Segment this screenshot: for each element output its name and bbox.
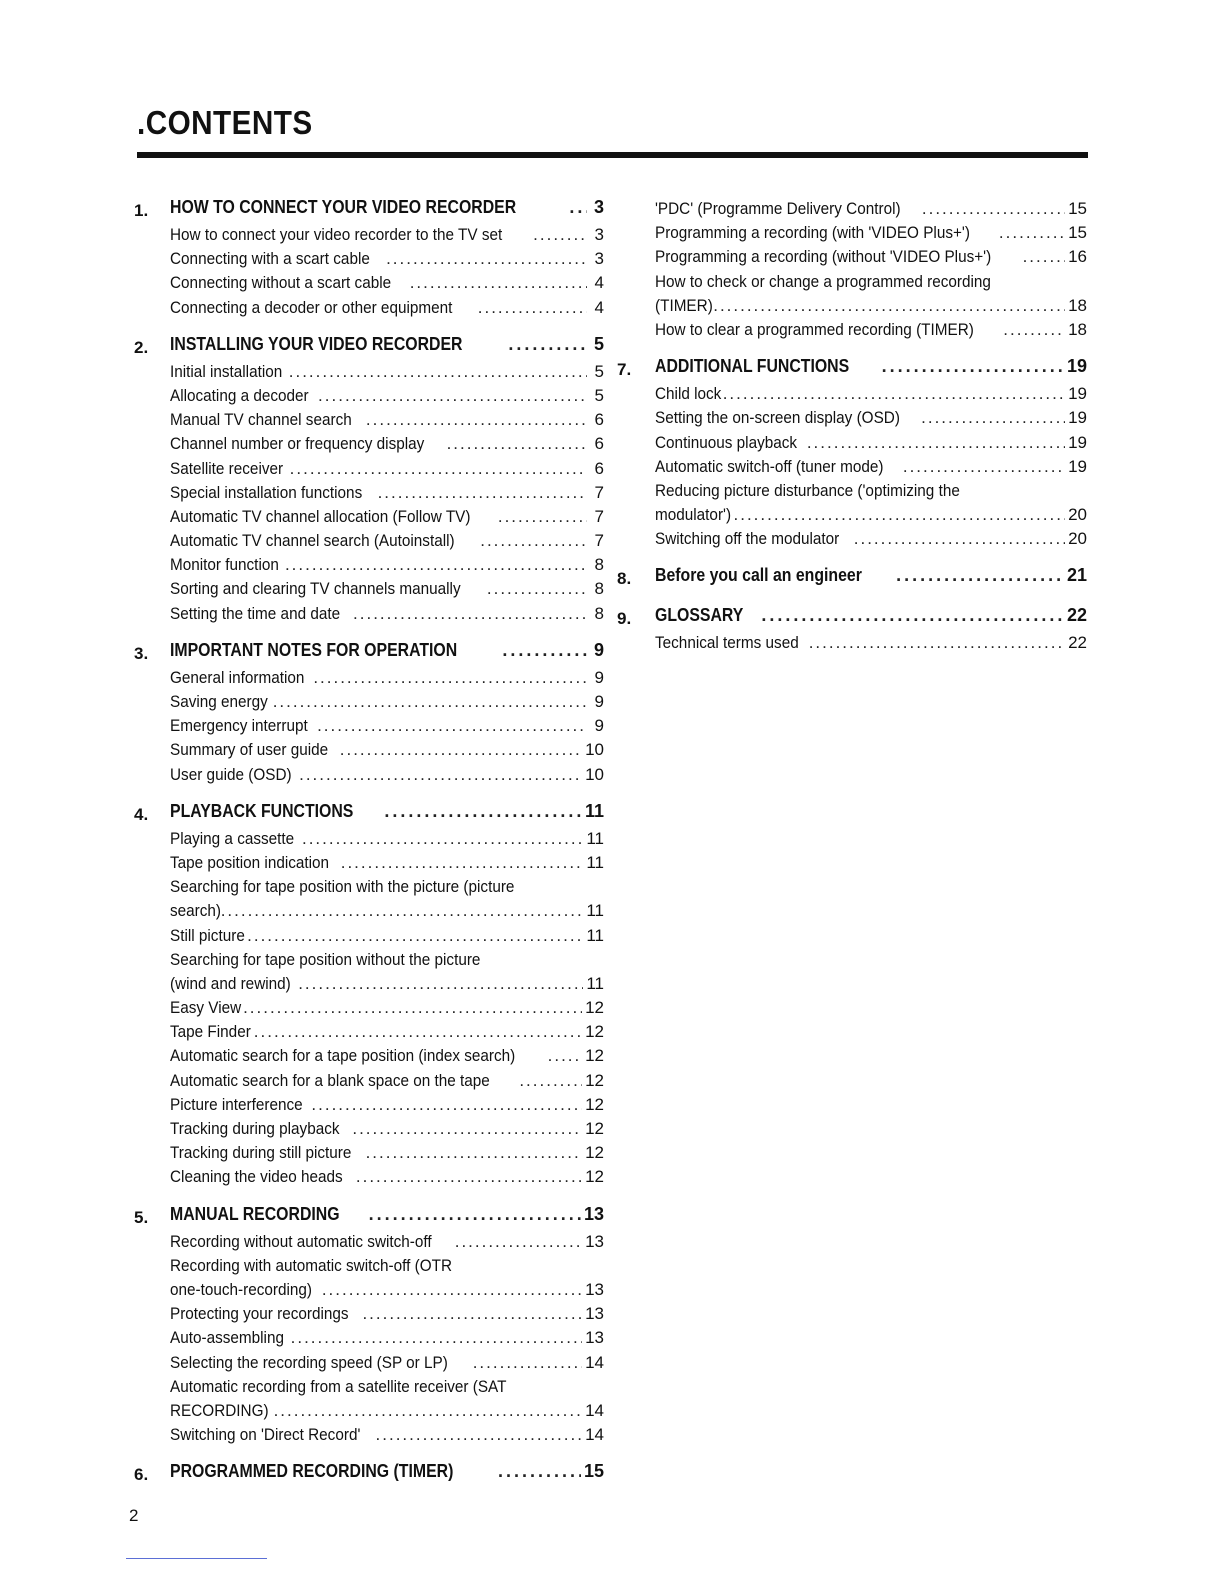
toc-entry-line[interactable]	[170, 950, 604, 974]
toc-section	[134, 1461, 604, 1489]
toc-entry[interactable]	[170, 1353, 604, 1377]
toc-section-heading[interactable]	[655, 565, 1087, 593]
page-ref: 12	[585, 1046, 604, 1066]
entry-text: modulator')	[655, 505, 732, 525]
section-title: Before you call an engineer	[655, 565, 862, 586]
toc-entry[interactable]	[170, 225, 604, 249]
entry-text: Automatic search for a tape position (index search)	[170, 1046, 516, 1066]
toc-section-heading[interactable]	[170, 197, 604, 225]
entry-text: Channel number or frequency display	[170, 434, 425, 454]
dot-leader	[807, 433, 1065, 453]
page-ref: 12	[585, 1070, 604, 1090]
toc-entry[interactable]	[655, 633, 1087, 657]
page-ref: 14	[585, 1352, 604, 1372]
page-ref: 7	[594, 482, 604, 502]
dot-leader	[882, 356, 1064, 377]
dot-leader	[1023, 247, 1066, 267]
page-ref: 11	[586, 901, 604, 921]
toc-entry[interactable]	[170, 998, 604, 1022]
toc-entry[interactable]	[655, 320, 1087, 344]
dot-leader	[478, 298, 587, 318]
dot-leader	[498, 1461, 581, 1482]
dot-leader	[318, 386, 587, 406]
page-ref: 12	[585, 1094, 604, 1114]
toc-entry[interactable]	[170, 1071, 604, 1095]
page-ref: 13	[583, 1203, 604, 1224]
page-ref: 21	[1066, 565, 1087, 586]
toc-section-heading[interactable]	[170, 640, 604, 668]
dot-leader	[311, 1095, 582, 1115]
toc-entry[interactable]	[655, 433, 1087, 457]
toc-section	[134, 1204, 604, 1450]
dot-leader	[447, 434, 587, 454]
toc-section	[617, 605, 1087, 657]
toc-entry-line[interactable]	[655, 272, 1087, 296]
toc-entry[interactable]	[170, 853, 604, 877]
page-ref: 19	[1068, 408, 1087, 428]
dot-leader	[356, 1167, 582, 1187]
entry-text: Initial installation	[170, 361, 283, 381]
toc-entry[interactable]	[170, 507, 604, 531]
page-ref: 19	[1066, 356, 1087, 377]
dot-leader	[313, 668, 587, 688]
dot-leader	[340, 740, 582, 760]
dot-leader	[221, 901, 584, 921]
toc-entry[interactable]	[655, 296, 1087, 320]
dot-leader	[498, 507, 587, 527]
page-ref: 12	[585, 1167, 604, 1187]
page-ref: 8	[594, 579, 604, 599]
page-ref: 18	[1068, 295, 1087, 315]
dot-leader	[352, 1119, 582, 1139]
dot-leader	[713, 296, 1065, 316]
page-ref: 5	[594, 385, 604, 405]
dot-leader	[999, 223, 1065, 243]
entry-text: Tracking during still picture	[170, 1143, 352, 1163]
dot-leader	[487, 579, 587, 599]
toc-entry[interactable]	[170, 273, 604, 297]
dot-leader	[274, 1401, 583, 1421]
entry-text: Connecting without a scart cable	[170, 273, 392, 293]
page-ref: 14	[585, 1400, 604, 1420]
toc-entry[interactable]	[655, 505, 1087, 529]
entry-text: (TIMER)	[655, 295, 713, 315]
toc-section	[134, 640, 604, 789]
toc-entry[interactable]	[170, 249, 604, 273]
page-ref: 15	[583, 1461, 604, 1482]
section-number: 9.	[617, 609, 632, 629]
toc-section-heading[interactable]	[655, 356, 1087, 384]
page-ref: 6	[594, 434, 604, 454]
dot-leader	[921, 408, 1065, 428]
entry-text: Switching on 'Direct Record'	[170, 1425, 361, 1445]
dot-leader	[273, 692, 587, 712]
entry-text: Easy View	[170, 998, 242, 1018]
entry-text: 'PDC' (Programme Delivery Control)	[655, 199, 901, 218]
section-title: INSTALLING YOUR VIDEO RECORDER	[170, 333, 463, 354]
page-title: .CONTENTS	[137, 104, 313, 141]
page-ref: 19	[1068, 384, 1087, 404]
page-ref: 8	[594, 603, 604, 623]
entry-text: Selecting the recording speed (SP or LP)	[170, 1352, 448, 1372]
entry-text: Automatic switch-off (tuner mode)	[655, 456, 884, 476]
toc-entry[interactable]	[655, 408, 1087, 432]
page-ref: 11	[586, 973, 604, 993]
toc-entry[interactable]	[170, 1095, 604, 1119]
page-ref: 6	[594, 458, 604, 478]
entry-text: search)	[170, 901, 222, 921]
page-ref: 19	[1068, 456, 1087, 476]
entry-text: User guide (OSD)	[170, 764, 292, 784]
toc-entry[interactable]	[655, 457, 1087, 481]
toc-entry[interactable]	[170, 1232, 604, 1256]
toc-section	[134, 197, 604, 322]
dot-leader	[290, 459, 587, 479]
entry-text: Auto-assembling	[170, 1328, 284, 1348]
dot-leader	[502, 640, 587, 661]
entry-text: Automatic search for a blank space on the tape	[170, 1070, 490, 1090]
dot-leader	[254, 1022, 582, 1042]
entry-text: General information	[170, 667, 305, 687]
page-ref: 9	[594, 667, 604, 687]
entry-text: Continuous playback	[655, 432, 798, 452]
entry-text: Connecting a decoder or other equipment	[170, 297, 453, 317]
toc-entry[interactable]	[170, 1167, 604, 1191]
page-ref: 9	[594, 692, 604, 711]
dot-leader	[455, 1232, 582, 1252]
page-number: 2	[129, 1506, 139, 1525]
page-ref: 13	[585, 1279, 604, 1299]
toc-entry[interactable]	[655, 247, 1087, 271]
toc-left-column	[134, 197, 604, 1501]
toc-entry-line[interactable]	[170, 877, 604, 901]
entry-text: How to connect your video recorder to the TV set	[170, 225, 503, 244]
page-ref: 20	[1068, 505, 1087, 525]
entry-text: Satellite receiver	[170, 458, 284, 478]
toc-entry[interactable]	[170, 668, 604, 692]
page-ref: 5	[593, 333, 604, 354]
page-ref: 15	[1068, 223, 1087, 243]
section-title: GLOSSARY	[655, 605, 744, 626]
toc-entry[interactable]	[170, 531, 604, 555]
page-ref: 8	[594, 555, 604, 575]
page-ref: 12	[585, 1119, 604, 1138]
toc-section	[617, 199, 1087, 344]
toc-entry[interactable]	[170, 483, 604, 507]
entry-text: Switching off the modulator	[655, 529, 840, 549]
toc-section	[617, 356, 1087, 553]
toc-entry[interactable]	[170, 410, 604, 434]
page-ref: 12	[585, 1022, 604, 1042]
toc-entry-line[interactable]	[170, 1377, 604, 1401]
entry-text: Tape Finder	[170, 1022, 251, 1042]
section-title: IMPORTANT NOTES FOR OPERATION	[170, 639, 458, 660]
page-ref: 11	[584, 800, 604, 821]
entry-text: Automatic TV channel search (Autoinstall)	[170, 531, 455, 551]
page-ref: 4	[594, 297, 604, 317]
toc-right-column	[617, 199, 1087, 670]
dot-leader	[369, 1204, 581, 1225]
toc-entry[interactable]	[655, 223, 1087, 247]
toc-entry[interactable]	[170, 926, 604, 950]
toc-entry[interactable]	[170, 555, 604, 579]
toc-entry[interactable]	[170, 1328, 604, 1352]
entry-text: Automatic recording from a satellite receiver (SAT	[170, 1376, 507, 1396]
toc-section-heading[interactable]	[170, 801, 604, 829]
toc-section	[134, 334, 604, 628]
dot-leader	[247, 926, 583, 946]
toc-section-heading[interactable]	[170, 1461, 604, 1489]
title-rule	[137, 152, 1088, 158]
toc-entry[interactable]	[170, 901, 604, 925]
entry-text: Cleaning the video heads	[170, 1167, 343, 1187]
entry-text: Programming a recording (without 'VIDEO Plus+')	[655, 247, 992, 267]
toc-entry[interactable]	[170, 579, 604, 603]
toc-entry[interactable]	[170, 765, 604, 789]
dot-leader	[922, 199, 1065, 219]
dot-leader	[854, 529, 1065, 549]
toc-section	[134, 801, 604, 1192]
dot-leader	[243, 998, 582, 1018]
toc-entry[interactable]	[170, 716, 604, 740]
dot-leader	[569, 197, 587, 218]
section-title: MANUAL RECORDING	[170, 1203, 340, 1224]
entry-text: Setting the time and date	[170, 603, 341, 623]
dot-leader	[378, 483, 587, 503]
dot-leader	[322, 1280, 582, 1300]
page-ref: 6	[594, 410, 604, 430]
page-ref: 22	[1068, 633, 1087, 653]
section-number: 1.	[134, 201, 149, 220]
dot-leader	[1003, 320, 1065, 340]
entry-text: How to clear a programmed recording (TIMER)	[655, 319, 974, 339]
page-ref: 7	[594, 531, 604, 551]
dot-leader	[519, 1071, 582, 1091]
page-ref: 3	[594, 225, 604, 244]
page-ref: 13	[585, 1304, 604, 1324]
dot-leader	[384, 801, 582, 822]
dot-leader	[376, 1425, 583, 1445]
page-ref: 7	[594, 506, 604, 526]
entry-text: Playing a cassette	[170, 828, 295, 848]
toc-entry[interactable]	[655, 199, 1087, 223]
entry-text: Protecting your recordings	[170, 1304, 349, 1324]
dot-leader	[761, 605, 1064, 626]
entry-text: Saving energy	[170, 692, 268, 711]
section-title: PROGRAMMED RECORDING (TIMER)	[170, 1461, 454, 1482]
dot-leader	[473, 1353, 582, 1373]
entry-text: Special installation functions	[170, 482, 363, 502]
toc-entry[interactable]	[170, 434, 604, 458]
page-ref: 10	[585, 740, 604, 760]
page-ref: 9	[594, 716, 604, 736]
toc-entry[interactable]	[170, 1425, 604, 1449]
toc-entry[interactable]	[170, 604, 604, 628]
entry-text: Sorting and clearing TV channels manually	[170, 579, 461, 599]
toc-section-heading[interactable]	[170, 334, 604, 362]
dot-leader	[302, 829, 583, 849]
dot-leader	[317, 716, 587, 736]
toc-entry[interactable]	[170, 1143, 604, 1167]
toc-entry[interactable]	[170, 740, 604, 764]
dot-leader	[533, 225, 587, 245]
dot-leader	[353, 604, 587, 624]
toc-section-heading[interactable]	[170, 1204, 604, 1232]
dot-leader	[734, 505, 1066, 525]
entry-text: Programming a recording (with 'VIDEO Plus+')	[655, 223, 970, 243]
footer-line	[126, 1558, 267, 1559]
toc-entry[interactable]	[655, 384, 1087, 408]
entry-text: Automatic TV channel allocation (Follow TV)	[170, 506, 471, 526]
page-ref: 4	[594, 273, 604, 293]
section-number: 3.	[134, 643, 149, 663]
toc-entry-line[interactable]	[170, 1256, 604, 1280]
dot-leader	[896, 565, 1064, 586]
page-ref: 5	[594, 361, 604, 381]
toc-entry[interactable]	[170, 1304, 604, 1328]
section-number: 5.	[134, 1207, 149, 1227]
page-ref: 11	[586, 828, 604, 848]
page-ref: 14	[585, 1425, 604, 1445]
page-ref: 20	[1068, 529, 1087, 549]
dot-leader	[809, 633, 1065, 653]
section-title: ADDITIONAL FUNCTIONS	[655, 356, 850, 377]
entry-text: Recording with automatic switch-off (OTR	[170, 1255, 453, 1275]
dot-leader	[386, 249, 587, 269]
toc-entry[interactable]	[170, 974, 604, 998]
entry-text: Tracking during playback	[170, 1119, 340, 1138]
dot-leader	[366, 410, 587, 430]
entry-text: Summary of user guide	[170, 740, 329, 760]
page-ref: 9	[593, 639, 604, 660]
toc-section-heading[interactable]	[655, 605, 1087, 633]
entry-text: Reducing picture disturbance ('optimizing the	[655, 480, 960, 500]
section-number: 4.	[134, 804, 149, 824]
page-ref: 12	[585, 1143, 604, 1163]
dot-leader	[298, 974, 583, 994]
entry-text: Monitor function	[170, 555, 279, 575]
entry-text: one-touch-recording)	[170, 1279, 313, 1299]
dot-leader	[341, 853, 584, 873]
entry-text: Allocating a decoder	[170, 385, 309, 405]
dot-leader	[362, 1304, 582, 1324]
toc-entry[interactable]	[170, 459, 604, 483]
entry-text: Emergency interrupt	[170, 716, 308, 736]
entry-text: Setting the on-screen display (OSD)	[655, 408, 900, 428]
page-ref: 10	[585, 764, 604, 784]
entry-text: Technical terms used	[655, 633, 799, 653]
dot-leader	[903, 457, 1065, 477]
dot-leader	[723, 384, 1065, 404]
toc-entry[interactable]	[170, 1280, 604, 1304]
toc-entry[interactable]	[170, 362, 604, 386]
dot-leader	[410, 273, 587, 293]
entry-text: Recording without automatic switch-off	[170, 1231, 432, 1251]
page-ref: 22	[1066, 605, 1087, 626]
section-number: 7.	[617, 360, 632, 380]
page-ref: 15	[1068, 199, 1087, 218]
page-ref: 11	[586, 925, 604, 945]
entry-text: Connecting with a scart cable	[170, 249, 370, 269]
dot-leader	[289, 362, 587, 382]
dot-leader	[299, 765, 582, 785]
entry-text: Manual TV channel search	[170, 410, 352, 430]
toc-entry[interactable]	[170, 829, 604, 853]
page-ref: 19	[1068, 432, 1087, 452]
dot-leader	[508, 334, 587, 355]
entry-text: (wind and rewind)	[170, 973, 291, 993]
toc-section	[617, 565, 1087, 593]
entry-text: Tape position indication	[170, 852, 330, 872]
dot-leader	[480, 531, 587, 551]
toc-entry[interactable]	[170, 1119, 604, 1143]
page-ref: 12	[585, 998, 604, 1018]
section-title: HOW TO CONNECT YOUR VIDEO RECORDER	[170, 197, 517, 217]
page-ref: 13	[585, 1328, 604, 1348]
page-ref: 3	[593, 197, 604, 217]
toc-entry[interactable]	[170, 1401, 604, 1425]
page-ref: 3	[594, 249, 604, 269]
toc-entry-line[interactable]	[655, 481, 1087, 505]
dot-leader	[285, 555, 587, 575]
section-title: PLAYBACK FUNCTIONS	[170, 800, 354, 821]
page-ref: 18	[1068, 319, 1087, 339]
toc-entry[interactable]	[170, 1022, 604, 1046]
dot-leader	[366, 1143, 583, 1163]
toc-entry[interactable]	[655, 529, 1087, 553]
section-number: 8.	[617, 569, 632, 589]
entry-text: Searching for tape position with the picture (picture	[170, 877, 515, 897]
dot-leader	[548, 1046, 582, 1066]
entry-text: RECORDING)	[170, 1400, 269, 1420]
entry-text: Picture interference	[170, 1094, 303, 1114]
entry-text: Child lock	[655, 384, 722, 404]
dot-leader	[291, 1328, 582, 1348]
section-number: 6.	[134, 1465, 149, 1485]
page-ref: 13	[585, 1231, 604, 1251]
toc-entry[interactable]	[170, 298, 604, 322]
entry-text: Searching for tape position without the picture	[170, 949, 481, 969]
entry-text: How to check or change a programmed recording	[655, 271, 991, 291]
toc-entry[interactable]	[170, 1046, 604, 1070]
section-number: 2.	[134, 337, 149, 357]
toc-entry[interactable]	[170, 692, 604, 716]
page-ref: 16	[1068, 247, 1087, 267]
toc-entry[interactable]	[170, 386, 604, 410]
page-ref: 11	[586, 852, 604, 872]
entry-text: Still picture	[170, 925, 245, 945]
